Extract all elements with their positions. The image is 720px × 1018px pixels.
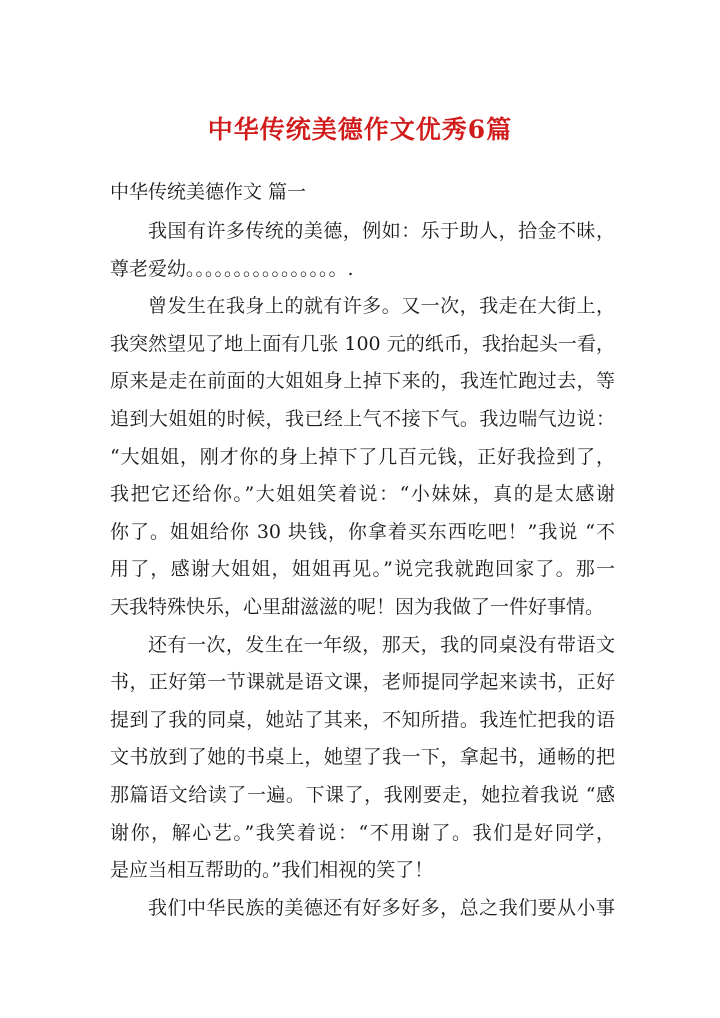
text-line: 原来是走在前面的大姐姐身上掉下来的，我连忙跑过去，等 xyxy=(110,370,615,393)
text-line: 用了，感谢大姐姐，姐姐再见。”说完我就跑回家了。那一 xyxy=(110,558,615,581)
text-line: 我突然望见了地上面有几张 100 元的纸币，我抬起头一看， xyxy=(110,332,615,355)
text-line: 我国有许多传统的美德，例如：乐于助人，拾金不昧， xyxy=(148,220,615,242)
document-body xyxy=(110,213,615,927)
text-line: 是应当相互帮助的。”我们相视的笑了！ xyxy=(110,859,434,882)
section-heading: 中华传统美德作文 篇一 xyxy=(110,181,307,203)
text-line: 你了。姐姐给你 30 块钱，你拿着买东西吃吧！”我说 “不 xyxy=(110,520,615,543)
text-line: “大姐姐，刚才你的身上掉下了几百元钱，正好我捡到了， xyxy=(110,445,615,468)
text-line: 还有一次，发生在一年级，那天，我的同桌没有带语文 xyxy=(148,633,615,656)
text-line: 谢你，解心艺。”我笑着说：“不用谢了。我们是好同学， xyxy=(110,821,615,844)
text-line: 提到了我的同桌，她站了其来，不知所措。我连忙把我的语 xyxy=(110,708,615,731)
text-line: 尊老爱幼。。。。。。。。。。。。。。。。. xyxy=(110,257,354,280)
text-line: 追到大姐姐的时候，我已经上气不接下气。我边喘气边说： xyxy=(110,407,615,430)
text-line: 天我特殊快乐，心里甜滋滋的呢！因为我做了一件好事情。 xyxy=(110,595,605,618)
document-title: 中华传统美德作文优秀6篇 xyxy=(207,115,513,144)
text-line: 那篇语文给读了一遍。下课了，我刚要走，她拉着我说 “感 xyxy=(110,783,615,806)
text-line: 书，正好第一节课就是语文课，老师提同学起来读书，正好 xyxy=(110,671,615,694)
text-line: 我们中华民族的美德还有好多好多，总之我们要从小事 xyxy=(148,896,615,919)
text-line: 我把它还给你。”大姐姐笑着说：“小妹妹，真的是太感谢 xyxy=(110,483,615,506)
text-line: 曾发生在我身上的就有许多。又一次，我走在大街上， xyxy=(148,295,615,318)
text-line: 文书放到了她的书桌上，她望了我一下，拿起书，通畅的把 xyxy=(110,746,615,769)
